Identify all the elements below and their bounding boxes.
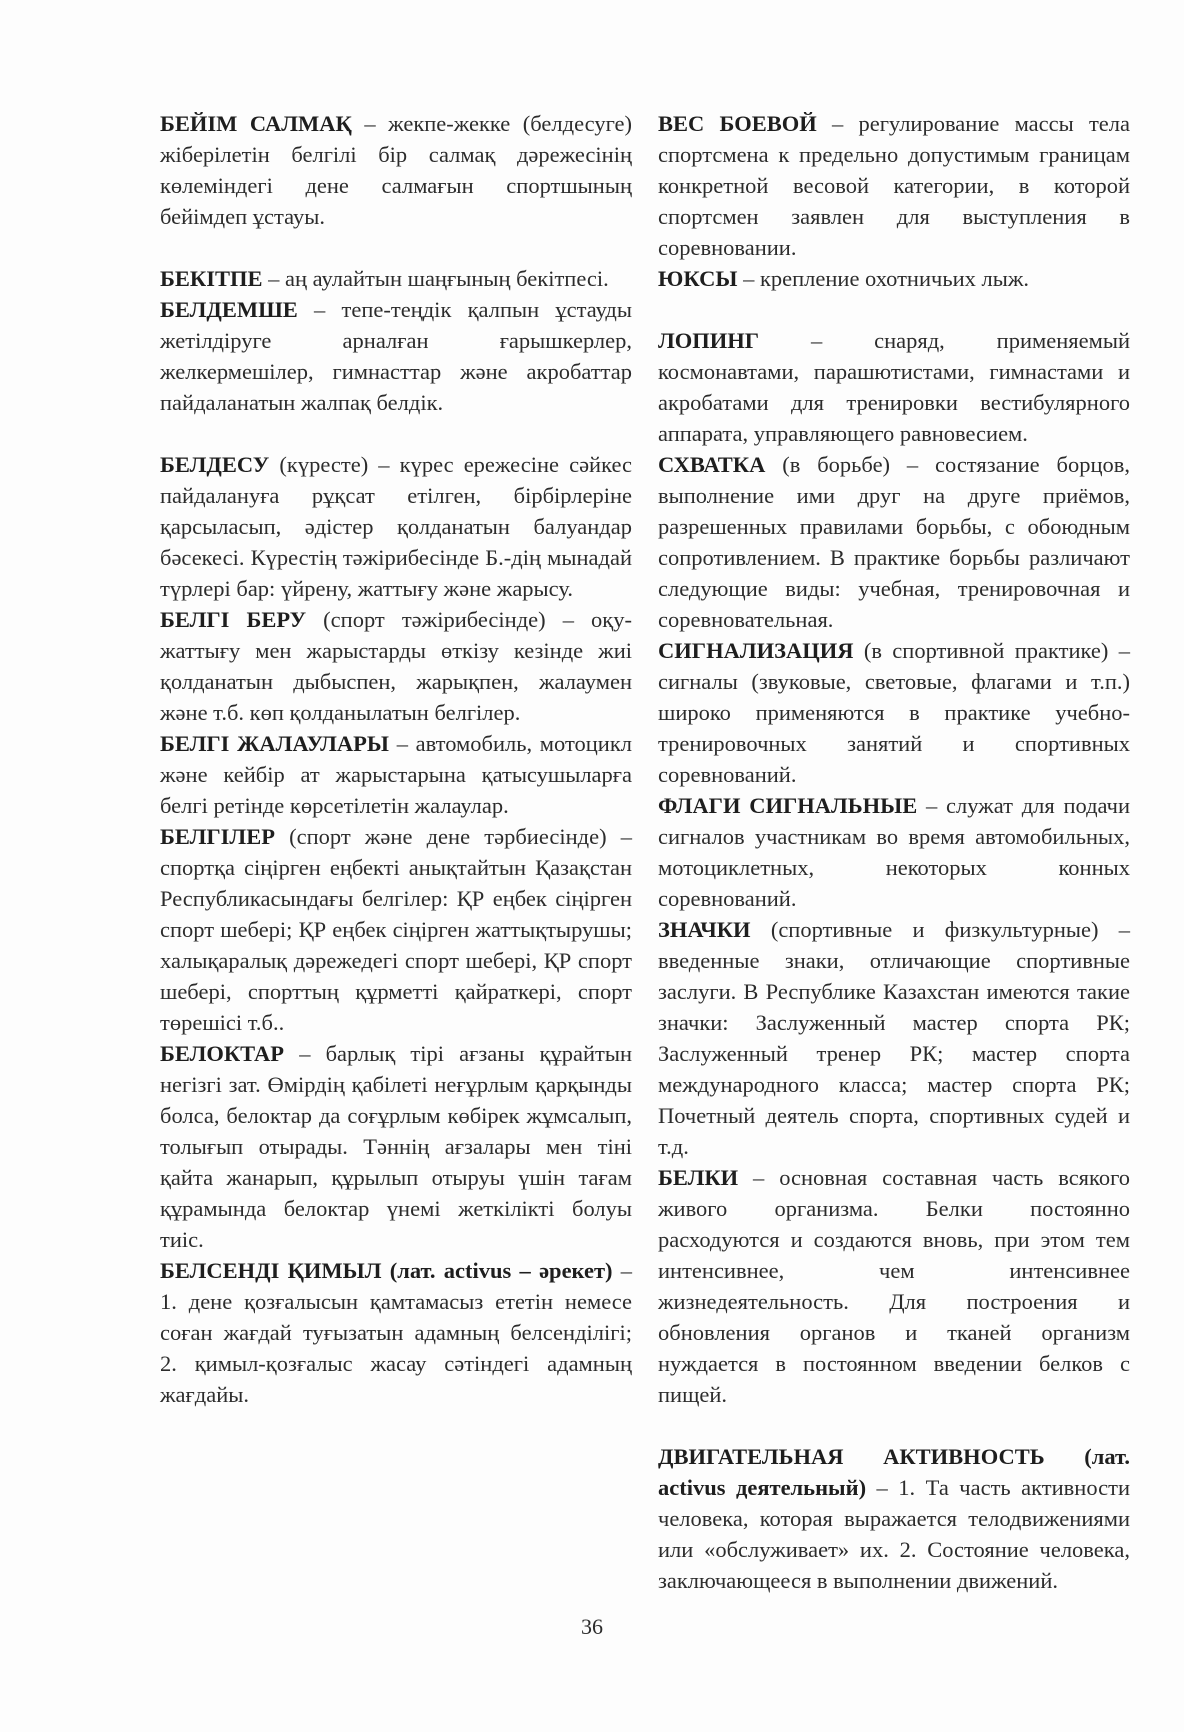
entry-znachki [658, 914, 1130, 1162]
entry-dvigatelnaya-aktivnost [658, 1441, 1130, 1596]
entry-term: БЕЛГІЛЕР [160, 824, 275, 849]
entry-term: ЛОПИНГ [658, 328, 760, 353]
entry-signalizatsiya [658, 635, 1130, 790]
entry-term: БЕЛГІ БЕРУ [160, 607, 307, 632]
entry-definition: (в спортивной практике) – сигналы (звуковые, световые, флагами и т.п.) широко применяются в практике учебно-тренировочных занятий и спортивных соревнований. [658, 638, 1130, 787]
entry-term: БЕЛОКТАР [160, 1041, 285, 1066]
entry-term: СХВАТКА [658, 452, 766, 477]
entry-definition: – тепе-теңдік қалпын ұстауды жетілдіруге арналған ғарышкерлер, желкермешілер, гимнасттар және акробаттар пайдаланатын жалпақ белдік. [160, 297, 632, 415]
entry-belgiler [160, 821, 632, 1038]
entry-term: СИГНАЛИЗАЦИЯ [658, 638, 854, 663]
entry-term: БЕЛГІ ЖАЛАУЛАРЫ [160, 731, 390, 756]
spacer [658, 294, 1130, 325]
spacer [160, 232, 632, 263]
entry-definition: – крепление охотничьих лыж. [737, 266, 1030, 291]
entry-beldemshe [160, 294, 632, 418]
entry-definition: – барлық тірі ағзаны құрайтын негізгі зат. Өмірдің қабілеті неғұрлым қарқынды болса, белоктар да соғұрлым көбірек жұмсалып, толығып отырады. Тәннің ағзалары мен тіні қайта жанарып, құрылып отыруы үшін тағам құрамында белоктар үнемі жеткілікті болуы тиіс. [160, 1041, 632, 1252]
entry-yuksy [658, 263, 1130, 294]
entry-skhvatka [658, 449, 1130, 635]
page-number: 36 [581, 1614, 603, 1639]
right-column [658, 108, 1130, 1596]
entry-loping [658, 325, 1130, 449]
entry-belki [658, 1162, 1130, 1410]
entry-definition: (күресте) – күрес ережесіне сәйкес пайдалануға рұқсат етілген, бірбірлеріне қарсыласып, әдістер қолданатын балуандар бәсекесі. Күрестің тәжірибесінде Б.-дің мынадай түрлері бар: үйрену, жаттығу және жарысу. [160, 452, 632, 601]
entry-bekitpe [160, 263, 632, 294]
entry-term: ФЛАГИ СИГНАЛЬНЫЕ [658, 793, 918, 818]
entry-belgi-beru [160, 604, 632, 728]
entry-definition: – 1. дене қозғалысын қамтамасыз ететін немесе соған жағдай туғызатын адамның белсенділігі; 2. қимыл-қозғалыс жасау сәтіндегі адамның жағдайы. [160, 1258, 633, 1407]
entry-definition: (спортивные и физкультурные) – введенные знаки, отличающие спортивные заслуги. В Республике Казахстан имеются такие значки: Заслуженный мастер спорта РК; Заслуженный тренер РК; мастер спорта международного класса; мастер спорта РК; Почетный деятель спорта, спортивных судей и т.д. [658, 917, 1130, 1159]
entry-definition: – основная составная часть всякого живого организма. Белки постоянно расходуются и создаются вновь, при этом тем интенсивнее, чем интенсивнее жизнедеятельность. Для построения и обновления органов и тканей организм нуждается в постоянном введении белков с пищей. [658, 1165, 1130, 1407]
entry-definition: – 1. Та часть активности человека, которая выражается телодвижениями или «обслуживает» их. 2. Состояние человека, заключающееся в выполнении движений. [658, 1475, 1130, 1593]
entry-beldesu [160, 449, 632, 604]
entry-term: ЮКСЫ [658, 266, 738, 291]
entry-term: ДВИГАТЕЛЬНАЯ АКТИВНОСТЬ (лат. activus деятельный) [658, 1444, 1130, 1500]
entry-belsendi-qimyl [160, 1255, 632, 1410]
entry-definition: – автомобиль, мотоцикл және кейбір ат жарыстарына қатысушыларға белгі ретінде көрсетілетін жалаулар. [160, 731, 633, 818]
entry-definition: – жекпе-жекке (белдесуге) жіберілетін белгілі бір салмақ дәрежесінің көлеміндегі дене салмағын спортшының бейімдеп ұстауы. [160, 111, 632, 229]
entry-definition: – снаряд, применяемый космонавтами, парашютистами, гимнастами и акробатами для тренировки вестибулярного аппарата, управляющего равновесием. [658, 328, 1130, 446]
entry-definition: (спорт және дене тәрбиесінде) – спортқа сіңірген еңбекті анықтайтын Қазақстан Республикасындағы белгілер: ҚР еңбек сіңірген спорт шебері; ҚР еңбек сіңірген жаттықтырушы; халықаралық дәрежедегі спорт шебері, ҚР спорт шебері, спорттың құрметті қайраткері, спорт төрешісі т.б.. [160, 824, 632, 1035]
left-column [160, 108, 632, 1410]
entry-term: БЕЛДЕМШЕ [160, 297, 298, 322]
entry-beloktar [160, 1038, 632, 1255]
entry-definition: – регулирование массы тела спортсмена к предельно допустимым границам конкретной весовой категории, в которой спортсмен заявлен для выступления в соревновании. [658, 111, 1130, 260]
entry-flagi-signalnye [658, 790, 1130, 914]
spacer [160, 418, 632, 449]
entry-term: БЕЛСЕНДІ ҚИМЫЛ (лат. activus – әрекет) [160, 1258, 613, 1283]
entry-term: ВЕС БОЕВОЙ [658, 111, 817, 136]
entry-belgi-zhalaulary [160, 728, 632, 821]
entry-term: БЕЛКИ [658, 1165, 739, 1190]
entry-term: БЕЙІМ САЛМАҚ [160, 111, 352, 136]
entry-definition: (в борьбе) – состязание борцов, выполнение ими друг на друге приёмов, разрешенных правилами борьбы, с обоюдным сопротивлением. В практике борьбы различают следующие виды: учебная, тренировочная и соревновательная. [658, 452, 1130, 632]
spacer [658, 1410, 1130, 1441]
entry-definition: – аң аулайтын шаңғының бекітпесі. [262, 266, 609, 291]
entry-definition: (спорт тәжірибесінде) – оқу-жаттығу мен жарыстарды өткізу кезінде жиі қолданатын дыбыспен, жарықпен, жалаумен және т.б. көп қолданылатын белгілер. [160, 607, 632, 725]
entry-term: БЕКІТПЕ [160, 266, 263, 291]
entry-beyim-salmaq [160, 108, 632, 232]
entry-ves-boevoy [658, 108, 1130, 263]
entry-term: ЗНАЧКИ [658, 917, 751, 942]
entry-definition: – служат для подачи сигналов участникам во время автомобильных, мотоциклетных, некоторых конных соревнований. [658, 793, 1130, 911]
entry-term: БЕЛДЕСУ [160, 452, 270, 477]
